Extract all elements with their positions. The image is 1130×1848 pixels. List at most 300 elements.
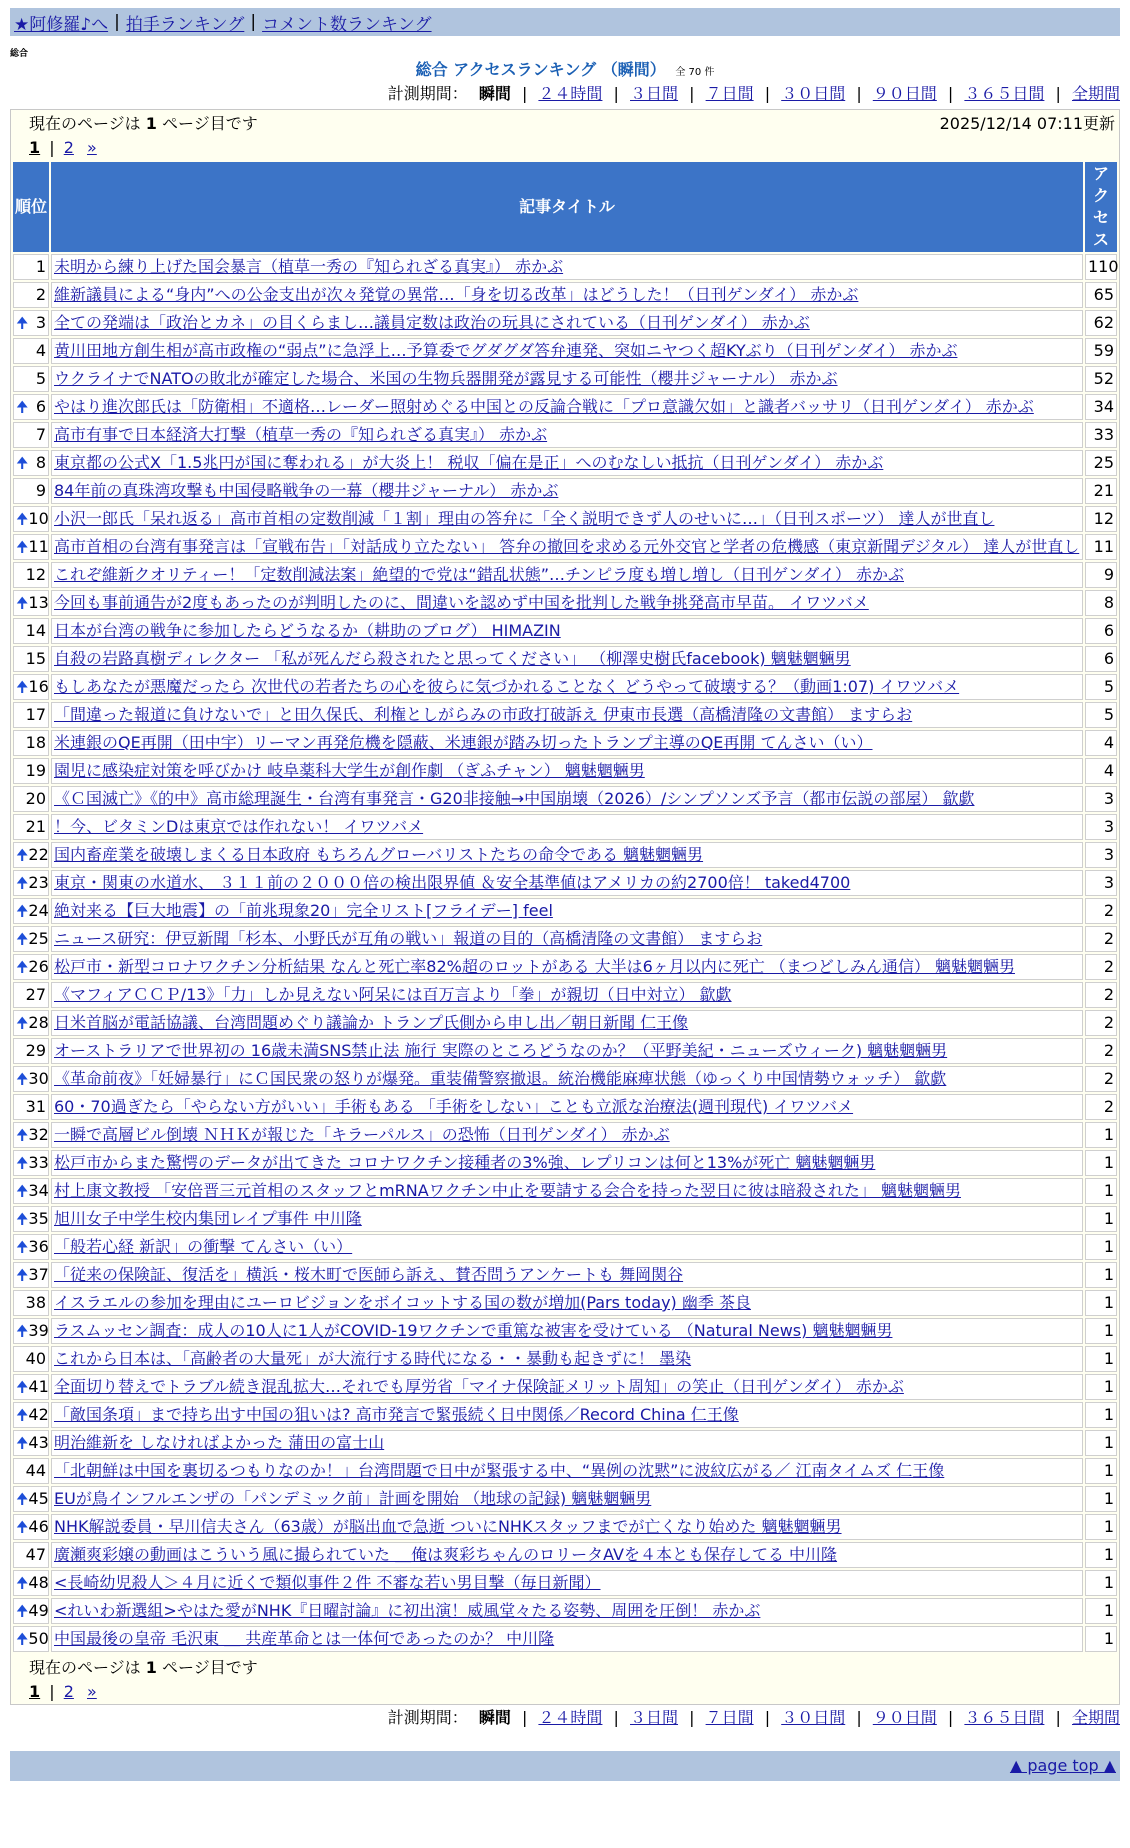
rank-cell <box>13 1402 49 1428</box>
rank-number: 39 <box>28 1321 49 1340</box>
title-cell <box>51 366 1083 392</box>
title-cell <box>51 1598 1083 1624</box>
up-arrow-icon: 🠉 <box>16 1602 29 1620</box>
article-title-link[interactable]: 「間違った報道に負けないで」と田久保氏、利権としがらみの市政打破訴え 伊東市長選（高橋清隆の文書館） ますらお <box>54 705 913 724</box>
page-info-post: ページ目です <box>156 1658 258 1677</box>
rank-number: 6 <box>35 397 46 416</box>
rank-number: 19 <box>25 761 46 780</box>
rank-cell <box>13 730 49 756</box>
home-link[interactable]: ★阿修羅♪へ <box>14 14 109 35</box>
article-title-link[interactable]: ！今、ビタミンDは東京では作れない！ イワツバメ <box>54 817 424 836</box>
rank-number: 5 <box>35 369 46 388</box>
title-cell <box>51 422 1083 448</box>
period-24h-link[interactable]: ２４時間 <box>538 84 603 103</box>
table-row <box>13 870 1117 896</box>
article-title-link[interactable]: 旭川女子中学生校内集団レイプ事件 中川隆 <box>54 1209 362 1228</box>
title-cell <box>51 1206 1083 1232</box>
updated-timestamp: 2025/12/14 07:11更新 <box>939 114 1115 133</box>
access-count: 5 <box>1085 674 1117 700</box>
article-title-link[interactable]: 村上康文教授 「安倍晋三元首相のスタッフとmRNAワクチン中止を要請する会合を持った翌日に彼は暗殺された」 魑魅魍魎男 <box>54 1181 961 1200</box>
article-title-link[interactable]: これから日本は、「高齢者の大量死」が大流行する時代になる・・暴動も起きずに！ 墨染 <box>54 1349 692 1368</box>
title-cell <box>51 870 1083 896</box>
access-count: 1 <box>1085 1458 1117 1484</box>
up-arrow-icon: 🠉 <box>16 1322 29 1340</box>
period-all-link[interactable]: 全期間 <box>1071 84 1120 103</box>
table-row <box>13 506 1117 532</box>
table-row <box>13 898 1117 924</box>
title-cell <box>51 562 1083 588</box>
rank-number: 44 <box>25 1461 46 1480</box>
table-row <box>13 1374 1117 1400</box>
page-info-post: ページ目です <box>156 114 258 133</box>
title-cell <box>51 954 1083 980</box>
rank-number: 4 <box>35 341 46 360</box>
page-info-text <box>29 1656 258 1680</box>
article-title-link[interactable]: ラスムッセン調査：成人の10人に1人がCOVID-19ワクチンで重篤な被害を受けている （Natural News) 魑魅魍魎男 <box>54 1321 893 1340</box>
up-arrow-icon: 🠉 <box>16 1630 29 1648</box>
rank-number: 24 <box>28 901 49 920</box>
period-separator: | <box>689 1708 695 1727</box>
article-title-link[interactable]: 園児に感染症対策を呼びかけ 岐阜薬科大学生が創作劇 （ぎふチャン） 魑魅魍魎男 <box>54 761 645 780</box>
rank-cell <box>13 898 49 924</box>
title-cell <box>51 1514 1083 1540</box>
access-count: 33 <box>1085 422 1117 448</box>
table-row <box>13 1542 1117 1568</box>
up-arrow-icon: 🠉 <box>16 930 29 948</box>
rank-cell <box>13 282 49 308</box>
title-cell <box>51 926 1083 952</box>
title-cell <box>51 1318 1083 1344</box>
article-title-link[interactable]: 明治維新を しなければよかった 蒲田の富士山 <box>54 1433 385 1452</box>
page-info-pre: 現在のページは <box>29 1658 146 1677</box>
period-30d-link[interactable]: ３０日間 <box>781 84 846 103</box>
up-arrow-icon: 🠉 <box>16 958 29 976</box>
title-cell <box>51 1570 1083 1596</box>
rank-cell <box>13 1122 49 1148</box>
table-row <box>13 1066 1117 1092</box>
access-count: 65 <box>1085 282 1117 308</box>
page-info-pre: 現在のページは <box>29 114 146 133</box>
article-title-link[interactable]: ウクライナでNATOの敗北が確定した場合、米国の生物兵器開発が露見する可能性（櫻井ジャーナル） 赤かぶ <box>54 369 838 388</box>
nav-separator: | <box>114 12 120 32</box>
title-cell <box>51 1234 1083 1260</box>
article-title-link[interactable]: 未明から練り上げた国会暴言（植草一秀の『知られざる真実』） 赤かぶ <box>54 257 564 276</box>
up-arrow-icon: 🠉 <box>16 1182 29 1200</box>
article-title-link[interactable]: 廣瀬爽彩嬢の動画はこういう風に撮られていた ＿俺は爽彩ちゃんのロリータAVを４本とも保存してる 中川隆 <box>54 1545 838 1564</box>
article-title-link[interactable]: 60・70過ぎたら「やらない方がいい」手術もある 「手術をしない」ことも立派な治療法(週刊現代) イワツバメ <box>54 1097 854 1116</box>
title-cell <box>51 730 1083 756</box>
access-count: 11 <box>1085 534 1117 560</box>
period-label: 計測期間： <box>387 84 468 103</box>
article-title-link[interactable]: 絶対来る【巨大地震】の「前兆現象20」完全リスト[フライデー] feel <box>54 901 553 920</box>
access-count: 1 <box>1085 1374 1117 1400</box>
page-title <box>10 59 1120 81</box>
rank-cell <box>13 702 49 728</box>
article-title-link[interactable]: <長崎幼児殺人＞４月に近くで類似事件２件 不審な若い男目撃（毎日新聞） <box>54 1573 601 1592</box>
ranking-body <box>13 254 1117 1652</box>
article-title-link[interactable]: EUが鳥インフルエンザの「パンデミック前」計画を開始 （地球の記録) 魑魅魍魎男 <box>54 1489 652 1508</box>
period-current: 瞬間 <box>478 1708 511 1727</box>
access-count: 1 <box>1085 1150 1117 1176</box>
table-row <box>13 926 1117 952</box>
access-count: 1 <box>1085 1514 1117 1540</box>
article-title-link[interactable]: 《Ｃ国滅亡》《的中》高市総理誕生・台湾有事発言・G20非接触→中国崩壊（2026）/シンプソンズ予言（都市伝説の部屋） 歙歔 <box>54 789 975 808</box>
period-3d-link[interactable]: ３日間 <box>630 84 679 103</box>
rank-number: 40 <box>25 1349 46 1368</box>
up-arrow-icon: 🠉 <box>16 846 29 864</box>
up-arrow-icon: 🠉 <box>16 454 29 472</box>
rank-cell <box>13 814 49 840</box>
period-separator: | <box>689 84 695 103</box>
rank-number: 43 <box>28 1433 49 1452</box>
article-title-link[interactable]: 一瞬で高層ビル倒壊 ＮＨＫが報じた「キラーパルス」の恐怖（日刊ゲンダイ） 赤かぶ <box>54 1125 670 1144</box>
access-count: 1 <box>1085 1626 1117 1652</box>
period-90d-link[interactable]: ９０日間 <box>872 84 937 103</box>
rank-cell <box>13 1542 49 1568</box>
article-title-link[interactable]: 今回も事前通告が2度もあったのが判明したのに、間違いを認めず中国を批判した戦争挑発高市早苗。 イワツバメ <box>54 593 869 612</box>
rank-number: 27 <box>25 985 46 1004</box>
access-count: 1 <box>1085 1486 1117 1512</box>
article-title-link[interactable]: 小沢一郎氏「呆れ返る」高市首相の定数削減「１割」理由の答弁に「全く説明できず人のせいに…」（日刊スポーツ） 達人が世直し <box>54 509 995 528</box>
rank-cell <box>13 1262 49 1288</box>
rank-cell <box>13 758 49 784</box>
access-count: 2 <box>1085 954 1117 980</box>
article-title-link[interactable]: オーストラリアで世界初の 16歳未満SNS禁止法 施行 実際のところどうなのか？（平野美紀・ニューズウィーク) 魑魅魍魎男 <box>54 1041 948 1060</box>
rank-number: 33 <box>28 1153 49 1172</box>
access-count: 3 <box>1085 814 1117 840</box>
rank-number: 15 <box>25 649 46 668</box>
rank-number: 12 <box>25 565 46 584</box>
article-title-link[interactable]: NHK解説委員・早川信夫さん（63歳）が脳出血で急逝 ついにNHKスタッフまでが亡くなり始めた 魑魅魍魎男 <box>54 1517 842 1536</box>
title-cell <box>51 786 1083 812</box>
article-title-link[interactable]: 《革命前夜》「妊婦暴行」にＣ国民衆の怒りが爆発。重装備警察撤退。統治機能麻痺状態（ゆっくり中国情勢ウォッチ） 歙歔 <box>54 1069 947 1088</box>
up-arrow-icon: 🠉 <box>16 1070 29 1088</box>
title-cell <box>51 1010 1083 1036</box>
rank-cell <box>13 506 49 532</box>
table-row <box>13 646 1117 672</box>
rank-number: 46 <box>28 1517 49 1536</box>
period-30d-link[interactable]: ３０日間 <box>781 1708 846 1727</box>
article-title-link[interactable]: 「従来の保険証、復活を」横浜・桜木町で医師ら訴え、賛否問うアンケートも 舞岡関谷 <box>54 1265 684 1284</box>
access-count: 6 <box>1085 618 1117 644</box>
table-row <box>13 394 1117 420</box>
article-title-link[interactable]: これぞ維新クオリティー！「定数削減法案」絶望的で党は“錯乱状態”…チンピラ度も増し増し（日刊ゲンダイ） 赤かぶ <box>54 565 904 584</box>
up-arrow-icon: 🠉 <box>16 678 29 696</box>
access-count: 1 <box>1085 1318 1117 1344</box>
title-cell <box>51 1066 1083 1092</box>
page <box>10 8 1120 1781</box>
article-title-link[interactable]: 「北朝鮮は中国を裏切るつもりなのか！」台湾問題で日中が緊張する中、“異例の沈黙”に波紋広がる／ 江南タイムズ 仁王像 <box>54 1461 945 1480</box>
rank-number: 13 <box>28 593 49 612</box>
page-info-number: 1 <box>145 1658 157 1677</box>
article-title-link[interactable]: 84年前の真珠湾攻撃も中国侵略戦争の一幕（櫻井ジャーナル） 赤かぶ <box>54 481 559 500</box>
period-separator: | <box>856 1708 862 1727</box>
table-row <box>13 814 1117 840</box>
title-cell <box>51 646 1083 672</box>
access-count: 6 <box>1085 646 1117 672</box>
rank-cell <box>13 1206 49 1232</box>
access-count: 2 <box>1085 1010 1117 1036</box>
up-arrow-icon: 🠉 <box>16 594 29 612</box>
up-arrow-icon: 🠉 <box>16 902 29 920</box>
rank-number: 20 <box>25 789 46 808</box>
rank-cell <box>13 1458 49 1484</box>
rank-number: 17 <box>25 705 46 724</box>
article-title-link[interactable]: 国内畜産業を破壊しまくる日本政府 もちろんグローバリストたちの命令である 魑魅魍魎男 <box>54 845 704 864</box>
rank-number: 35 <box>28 1209 49 1228</box>
article-title-link[interactable]: 日本が台湾の戦争に参加したらどうなるか（耕助のブログ） HIMAZIN <box>54 621 561 640</box>
period-all-link[interactable]: 全期間 <box>1071 1708 1120 1727</box>
article-title-link[interactable]: やはり進次郎氏は「防衛相」不適格…レーダー照射めぐる中国との反論合戦に「プロ意識欠如」と識者バッサリ（日刊ゲンダイ） 赤かぶ <box>54 397 1034 416</box>
table-row <box>13 422 1117 448</box>
up-arrow-icon: 🠉 <box>16 314 29 332</box>
title-cell <box>51 506 1083 532</box>
title-cell <box>51 1150 1083 1176</box>
rank-cell <box>13 674 49 700</box>
rank-cell <box>13 1346 49 1372</box>
pager-page-2[interactable]: 2 <box>63 138 74 157</box>
rank-cell <box>13 1290 49 1316</box>
rank-cell <box>13 394 49 420</box>
page-title-text: 総合 アクセスランキング （瞬間） <box>415 60 666 79</box>
table-row <box>13 1094 1117 1120</box>
rank-number: 36 <box>28 1237 49 1256</box>
table-row <box>13 1626 1117 1652</box>
table-row <box>13 1290 1117 1316</box>
title-cell <box>51 1402 1083 1428</box>
rank-cell <box>13 646 49 672</box>
title-cell <box>51 1178 1083 1204</box>
pager-next[interactable]: » <box>87 1682 97 1701</box>
article-title-link[interactable]: 松戸市・新型コロナワクチン分析結果 なんと死亡率82%超のロットがある 大半は6ヶ月以内に死亡 （まつどしみん通信） 魑魅魍魎男 <box>54 957 1015 976</box>
period-selector-bottom <box>10 1705 1120 1731</box>
table-row <box>13 1150 1117 1176</box>
rank-number: 34 <box>28 1181 49 1200</box>
period-365d-link[interactable]: ３６５日間 <box>964 1708 1045 1727</box>
table-row <box>13 1038 1117 1064</box>
article-title-link[interactable]: 「敵国条項」まで持ち出す中国の狙いは? 高市発言で緊張続く日中関係／Record China 仁王像 <box>54 1405 739 1424</box>
title-cell <box>51 534 1083 560</box>
access-count: 1 <box>1085 1262 1117 1288</box>
table-row <box>13 534 1117 560</box>
period-separator: | <box>856 84 862 103</box>
total-count: 全 70 件 <box>675 67 715 78</box>
nav-separator: | <box>250 12 257 32</box>
access-count: 1 <box>1085 1290 1117 1316</box>
rank-number: 29 <box>25 1041 46 1060</box>
rank-number: 50 <box>28 1629 49 1648</box>
rank-cell <box>13 982 49 1008</box>
rank-cell <box>13 1514 49 1540</box>
access-count: 34 <box>1085 394 1117 420</box>
rank-cell <box>13 1094 49 1120</box>
title-cell <box>51 450 1083 476</box>
up-arrow-icon: 🠉 <box>16 1238 29 1256</box>
access-count: 1 <box>1085 1598 1117 1624</box>
table-row <box>13 478 1117 504</box>
article-title-link[interactable]: 日米首脳が電話協議、台湾問題めぐり議論か トランプ氏側から申し出／朝日新聞 仁王像 <box>54 1013 689 1032</box>
title-cell <box>51 310 1083 336</box>
article-title-link[interactable]: 中国最後の皇帝 毛沢東 ＿ 共産革命とは一体何であったのか？ 中川隆 <box>54 1629 555 1648</box>
rank-number: 31 <box>25 1097 46 1116</box>
access-count: 2 <box>1085 982 1117 1008</box>
article-title-link[interactable]: 松戸市からまた驚愕のデータが出てきた コロナワクチン接種者の3%強、レプリコンは何と13%が死亡 魑魅魍魎男 <box>54 1153 876 1172</box>
col-access-header: アクセス <box>1085 162 1117 252</box>
article-title-link[interactable]: 《マフィアＣＣＰ/13》「力」しか見えない阿呆には百万言より「拳」が親切（日中対立） 歙歔 <box>54 985 732 1004</box>
rank-cell <box>13 842 49 868</box>
article-title-link[interactable]: 東京・関東の水道水、 ３１１前の２０００倍の検出限界値 ＆安全基準値はアメリカの約2700倍！ taked4700 <box>54 873 851 892</box>
comment-ranking-link[interactable]: コメント数ランキング <box>262 14 432 35</box>
up-arrow-icon: 🠉 <box>16 538 29 556</box>
article-title-link[interactable]: 黄川田地方創生相が高市政権の“弱点”に急浮上…予算委でグダグダ答弁連発、突如ニヤつく超KYぶり（日刊ゲンダイ） 赤かぶ <box>54 341 958 360</box>
pager-current: 1 <box>29 1682 41 1701</box>
title-cell <box>51 618 1083 644</box>
rank-number: 49 <box>28 1601 49 1620</box>
rank-number: 21 <box>25 817 46 836</box>
article-title-link[interactable]: 高市有事で日本経済大打撃（植草一秀の『知られざる真実』） 赤かぶ <box>54 425 548 444</box>
table-row <box>13 1402 1117 1428</box>
access-count: 5 <box>1085 702 1117 728</box>
up-arrow-icon: 🠉 <box>16 398 29 416</box>
article-title-link[interactable]: 高市首相の台湾有事発言は「宣戦布告」「対話成り立たない」 答弁の撤回を求める元外交官と学者の危機感（東京新聞デジタル） 達人が世直し <box>54 537 1080 556</box>
rank-number: 42 <box>28 1405 49 1424</box>
up-arrow-icon: 🠉 <box>16 874 29 892</box>
period-7d-link[interactable]: ７日間 <box>705 1708 754 1727</box>
title-cell <box>51 338 1083 364</box>
table-row <box>13 1486 1117 1512</box>
rank-cell <box>13 1486 49 1512</box>
access-count: 25 <box>1085 450 1117 476</box>
period-365d-link[interactable]: ３６５日間 <box>964 84 1045 103</box>
access-count: 1 <box>1085 1542 1117 1568</box>
rank-cell <box>13 870 49 896</box>
top-nav-bar <box>10 8 1120 36</box>
article-title-link[interactable]: 自殺の岩路真樹ディレクター 「私が死んだら殺されたと思ってください」 （柳澤史樹氏facebook) 魑魅魍魎男 <box>54 649 851 668</box>
section-label: 総合 <box>10 49 29 59</box>
period-current: 瞬間 <box>478 84 511 103</box>
page-top-link[interactable]: ▲ page top ▲ <box>1009 1756 1116 1775</box>
ranking-panel <box>10 109 1120 1705</box>
access-count: 4 <box>1085 758 1117 784</box>
table-row <box>13 1318 1117 1344</box>
rank-number: 16 <box>28 677 49 696</box>
title-cell <box>51 842 1083 868</box>
table-row <box>13 1234 1117 1260</box>
title-cell <box>51 590 1083 616</box>
rank-number: 22 <box>28 845 49 864</box>
article-title-link[interactable]: <れいわ新選組>やはた愛がNHK『日曜討論』に初出演！威風堂々たる姿勢、周囲を圧倒！ 赤かぶ <box>54 1601 761 1620</box>
period-separator: | <box>613 84 619 103</box>
access-count: 3 <box>1085 842 1117 868</box>
rank-number: 18 <box>25 733 46 752</box>
article-title-link[interactable]: 維新議員による“身内”への公金支出が次々発覚の異常…「身を切る改革」はどうした！（日刊ゲンダイ） 赤かぶ <box>54 285 859 304</box>
up-arrow-icon: 🠉 <box>16 1126 29 1144</box>
rank-cell <box>13 1178 49 1204</box>
period-7d-link[interactable]: ７日間 <box>705 84 754 103</box>
rank-cell <box>13 422 49 448</box>
rank-number: 45 <box>28 1489 49 1508</box>
table-row <box>13 338 1117 364</box>
up-arrow-icon: 🠉 <box>16 1434 29 1452</box>
article-title-link[interactable]: イスラエルの参加を理由にユーロビジョンをボイコットする国の数が増加(Pars today) 幽季 茶良 <box>54 1293 751 1312</box>
access-count: 3 <box>1085 786 1117 812</box>
title-cell <box>51 282 1083 308</box>
table-row <box>13 1346 1117 1372</box>
article-title-link[interactable]: 「般若心経 新訳」の衝撃 てんさい（い） <box>54 1237 353 1256</box>
page-info-top <box>11 110 1119 136</box>
up-arrow-icon: 🠉 <box>16 1154 29 1172</box>
article-title-link[interactable]: 米連銀のQE再開（田中宇）リーマン再発危機を隠蔽、米連銀が踏み切ったトランプ主導のQE再開 てんさい（い） <box>54 733 873 752</box>
rank-cell <box>13 1598 49 1624</box>
page-info-bottom <box>11 1654 1119 1680</box>
table-row <box>13 1262 1117 1288</box>
table-row <box>13 842 1117 868</box>
pager-next[interactable]: » <box>87 138 97 157</box>
rank-number: 38 <box>25 1293 46 1312</box>
rank-cell <box>13 534 49 560</box>
title-cell <box>51 702 1083 728</box>
article-title-link[interactable]: 東京都の公式X「1.5兆円が国に奪われる」が大炎上！ 税収「偏在是正」へのむなしい抵抗（日刊ゲンダイ） 赤かぶ <box>54 453 884 472</box>
article-title-link[interactable]: 全面切り替えでトラブル続き混乱拡大…それでも厚労省「マイナ保険証メリット周知」の笑止（日刊ゲンダイ） 赤かぶ <box>54 1377 904 1396</box>
rank-cell <box>13 954 49 980</box>
col-title-header: 記事タイトル <box>51 162 1083 252</box>
access-count: 21 <box>1085 478 1117 504</box>
article-title-link[interactable]: 全ての発端は「政治とカネ」の目くらまし…議員定数は政治の玩具にされている（日刊ゲンダイ） 赤かぶ <box>54 313 810 332</box>
access-count: 62 <box>1085 310 1117 336</box>
up-arrow-icon: 🠉 <box>16 1210 29 1228</box>
clap-ranking-link[interactable]: 拍手ランキング <box>125 14 245 35</box>
rank-number: 1 <box>35 257 46 276</box>
article-title-link[interactable]: ニュース研究：伊豆新聞「杉本、小野氏が互角の戦い」報道の目的（高橋清隆の文書館） ますらお <box>54 929 763 948</box>
title-cell <box>51 1262 1083 1288</box>
title-cell <box>51 254 1083 280</box>
rank-number: 30 <box>28 1069 49 1088</box>
rank-number: 48 <box>28 1573 49 1592</box>
table-row <box>13 618 1117 644</box>
period-label: 計測期間： <box>387 1708 468 1727</box>
period-24h-link[interactable]: ２４時間 <box>538 1708 603 1727</box>
title-cell <box>51 1486 1083 1512</box>
period-separator: | <box>947 84 954 103</box>
period-3d-link[interactable]: ３日間 <box>630 1708 679 1727</box>
period-90d-link[interactable]: ９０日間 <box>872 1708 937 1727</box>
rank-cell <box>13 618 49 644</box>
access-count: 1 <box>1085 1430 1117 1456</box>
pager-page-2[interactable]: 2 <box>63 1682 74 1701</box>
up-arrow-icon: 🠉 <box>16 510 29 528</box>
up-arrow-icon: 🠉 <box>16 1490 29 1508</box>
article-title-link[interactable]: もしあなたが悪魔だったら 次世代の若者たちの心を彼らに気づかれることなく どうやって破壊する？（動画1:07) イワツバメ <box>54 677 960 696</box>
period-separator: | <box>1055 1708 1061 1727</box>
table-row <box>13 1458 1117 1484</box>
table-row <box>13 1514 1117 1540</box>
title-cell <box>51 394 1083 420</box>
pager-bottom <box>11 1680 1119 1704</box>
access-count: 1 <box>1085 1570 1117 1596</box>
table-row <box>13 702 1117 728</box>
title-cell <box>51 1626 1083 1652</box>
period-separator: | <box>521 1708 528 1727</box>
access-count: 2 <box>1085 898 1117 924</box>
access-count: 3 <box>1085 870 1117 896</box>
table-row <box>13 590 1117 616</box>
table-row <box>13 1122 1117 1148</box>
title-cell <box>51 1290 1083 1316</box>
rank-number: 2 <box>35 285 46 304</box>
table-row <box>13 1206 1117 1232</box>
pager-current: 1 <box>29 138 41 157</box>
access-count: 1 <box>1085 1346 1117 1372</box>
